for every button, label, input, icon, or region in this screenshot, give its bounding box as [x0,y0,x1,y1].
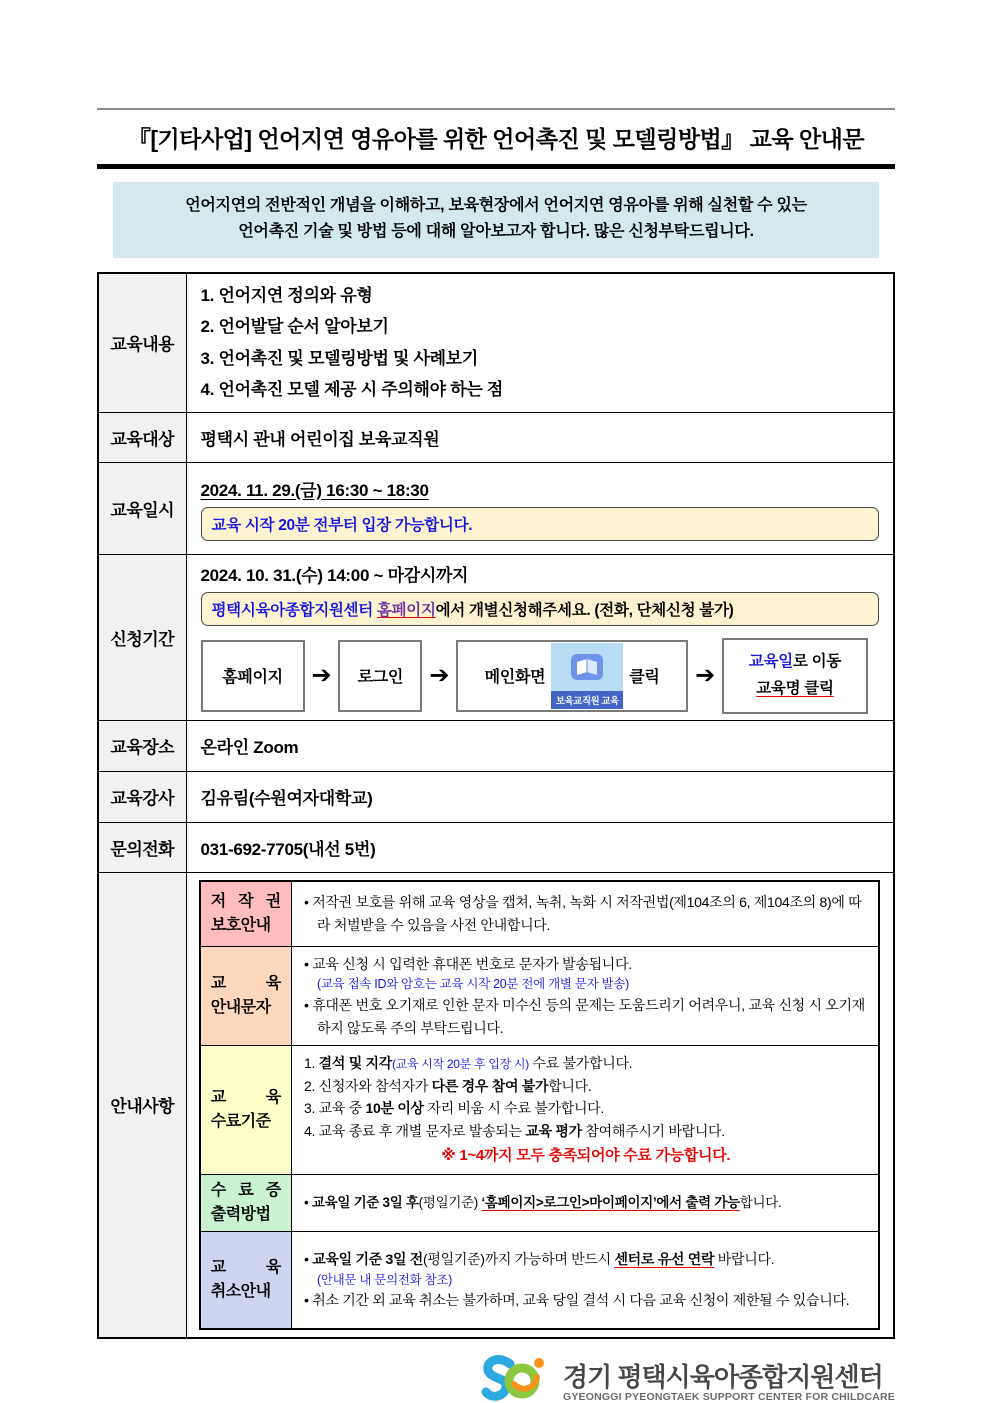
note-row-certificate [200,1175,879,1232]
item-num: 2. 신청자와 참석자가 [304,1077,432,1094]
row-value-notes [186,872,894,1338]
item-bold: 다른 경우 참여 불가 [431,1077,549,1094]
sms-text-2: 휴대폰 번호 오기재로 인한 문자 미수신 등의 문제는 도움드리기 어려우니, 교육 신청 시 오기재하지 않도록 주의 부탁드립니다. [312,997,865,1036]
arrow-right-icon: ➔ [429,662,450,690]
flow-education-day-line1 [749,649,841,675]
note-label-line: 교 육 [210,974,281,992]
row-value-apply [186,554,894,720]
item-num: 4. 교육 종료 후 개별 문자로 발송되는 [304,1122,526,1139]
flow-step-mainpage [456,640,688,712]
flow-click-label: 클릭 [629,669,660,687]
note-label-certificate [200,1175,292,1232]
row-label-phone: 문의전화 [98,822,186,872]
row-label-target: 교육대상 [98,412,186,462]
row-value-content [186,273,894,412]
page-title: 『[기타사업] 언어지연 영유아를 위한 언어촉진 및 모델링방법』 교육 안내문 [97,108,895,169]
bullet-glyph: • [304,1195,312,1211]
note-label-line: 교 육 [210,1258,281,1276]
item-num: 1. [304,1054,319,1071]
note-label-line: 수 료 증 [210,1182,281,1200]
bullet-glyph: • [304,997,313,1014]
document-content [97,0,895,1403]
row-notes [98,872,894,1338]
row-datetime [98,462,894,554]
row-content [98,273,894,412]
item-bold: 교육 평가 [525,1122,582,1139]
note-label-sms [200,947,292,1046]
note-row-completion [200,1045,879,1174]
intro-box [113,182,879,258]
flow-step-homepage: 홈페이지 [201,640,305,712]
intro-line-1: 언어지연의 전반적인 개념을 이해하고, 보육현장에서 언어지연 영유아를 위해 실천할 수 있는 [185,197,807,214]
item-rest: 수료 불가합니다. [528,1054,633,1071]
completion-item-1 [304,1052,868,1075]
cancel-note-blue: (안내문 내 문의전화 참조) [317,1272,452,1287]
book-icon [570,643,604,691]
education-day-highlight: 교육일 [748,653,793,671]
item-rest: 참여해주시기 바랍니다. [581,1122,725,1139]
content-item: 2. 언어발달 순서 알아보기 [200,317,389,337]
note-value-cancel [292,1232,879,1329]
row-label-datetime: 교육일시 [98,462,186,554]
apply-notice-center: 평택시육아종합지원센터 [211,601,377,619]
completion-warning: ※ 1~4까지 모두 충족되어야 수료 가능합니다. [441,1146,731,1164]
item-blue-note: (교육 시작 20분 후 입장 시) [391,1056,529,1071]
completion-item-3 [304,1097,868,1120]
row-target [98,412,894,462]
row-label-notes: 안내사항 [98,872,186,1338]
bullet-glyph: • [304,956,313,973]
cancel-bold: 교육일 기준 3일 전 [312,1251,424,1268]
note-label-line: 교 육 [210,1089,281,1107]
copyright-bullet [304,891,868,936]
note-row-cancel [200,1232,879,1329]
cancel-underlined: 센터로 유선 연락 [614,1251,715,1268]
intro-line-2: 언어촉진 기술 및 방법 등에 대해 알아보고자 합니다. 많은 신청부탁드립니다. [238,223,754,241]
org-logo-icon [477,1353,553,1403]
row-value-target: 평택시 관내 어린이집 보육교직원 [186,412,894,462]
row-apply-period [98,554,894,720]
certificate-bullet [304,1192,868,1214]
certificate-underlined: ‘홈페이지>로그인>마이페이지’에서 출력 가능 [481,1195,740,1211]
icon-strip-label: 보육교직원 교육 [551,691,623,709]
homepage-link-text: 홈페이지 [376,601,436,619]
footer [97,1353,895,1403]
note-value-sms [292,947,879,1046]
apply-notice-rest: 에서 개별신청해주세요. (전화, 단체신청 불가) [435,601,734,619]
cancel-mid: (평일기준)까지 가능하며 반드시 [423,1251,615,1268]
item-bold: 10분 이상 [365,1100,424,1117]
row-place [98,720,894,771]
flow-education-name-click: 교육명 클릭 [756,679,834,697]
row-label-content: 교육내용 [98,273,186,412]
row-value-instructor: 김유림(수원여자대학교) [186,771,894,822]
org-name-english: GYEONGGI PYEONGTAEK SUPPORT CENTER FOR CHILDCARE [562,1391,895,1403]
bullet-glyph: • [304,1251,313,1268]
note-row-sms [200,947,879,1046]
note-row-copyright [200,881,879,947]
note-label-completion [200,1045,292,1174]
note-value-certificate [292,1175,879,1232]
row-label-place: 교육장소 [98,720,186,771]
certificate-bold: 교육일 기준 3일 후 [311,1195,419,1211]
note-label-line: 안내문자 [210,998,271,1016]
row-value-place: 온라인 Zoom [186,720,894,771]
cancel-text-2: 취소 기간 외 교육 취소는 불가하며, 교육 당일 결석 시 다음 교육 신청이 제한될 수 있습니다. [312,1292,850,1309]
copyright-text: 저작권 보호를 위해 교육 영상을 캡쳐, 녹취, 녹화 시 저작권법(제104조의 6, 제104조의 8)에 따라 처벌받을 수 있음을 사전 안내합니다. [312,894,862,933]
note-label-line: 보호안내 [210,916,271,934]
sms-note-blue: (교육 접속 ID와 암호는 교육 시작 20분 전에 개별 문자 발송) [317,977,629,992]
org-name-korean: 경기 평택시육아종합지원센터 [562,1361,883,1392]
note-label-line: 출력방법 [210,1206,271,1224]
content-item: 1. 언어지연 정의와 유형 [200,285,373,305]
sms-bullet-2 [304,994,868,1039]
row-label-instructor: 교육강사 [98,771,186,822]
bullet-glyph: • [304,1292,313,1309]
note-label-line: 수료기준 [210,1113,271,1131]
flow-step-education-day [722,638,868,714]
flow-step-login: 로그인 [338,640,422,712]
sms-bullet-1 [304,953,868,975]
completion-item-4 [304,1120,868,1143]
cancel-rest: 바랍니다. [714,1251,775,1268]
entry-notice: 교육 시작 20분 전부터 입장 가능합니다. [201,507,880,541]
note-label-line: 취소안내 [210,1282,271,1300]
note-label-line: 저 작 권 [210,892,281,910]
row-instructor [98,771,894,822]
note-value-copyright [292,881,879,947]
cancel-bullet-1 [304,1248,868,1270]
item-rest: 자리 비움 시 수료 불가합니다. [423,1100,604,1117]
org-name-block [563,1363,895,1403]
apply-flow-diagram [201,638,880,714]
info-table [97,272,895,1339]
note-value-completion [292,1045,879,1174]
item-num: 3. 교육 중 [304,1100,366,1117]
education-menu-icon [551,643,623,709]
sms-text-1: 교육 신청 시 입력한 휴대폰 번호로 문자가 발송됩니다. [312,956,632,973]
row-value-datetime [186,462,894,554]
certificate-rest: 합니다. [739,1195,782,1211]
education-date: 2024. 11. 29.(금) 16:30 ~ 18:30 [200,480,429,500]
cancel-bullet-2 [304,1289,868,1311]
completion-item-2 [304,1075,868,1098]
education-day-rest: 로 이동 [792,653,841,671]
note-label-cancel [200,1232,292,1329]
notes-table [199,880,880,1330]
item-rest: 합니다. [548,1077,592,1094]
apply-notice [201,592,880,626]
arrow-right-icon: ➔ [695,662,715,690]
item-bold: 결석 및 지각 [318,1054,392,1071]
row-phone [98,822,894,872]
certificate-mid: (평일기준) [418,1195,482,1211]
arrow-right-icon: ➔ [311,662,332,690]
content-item: 4. 언어촉진 모델 제공 시 주의해야 하는 점 [200,380,503,400]
row-value-phone: 031-692-7705(내선 5번) [186,822,894,872]
content-item: 3. 언어촉진 및 모델링방법 및 사례보기 [200,348,479,368]
apply-date: 2024. 10. 31.(수) 14:00 ~ 마감시까지 [200,565,469,585]
bullet-glyph: • [304,894,313,911]
note-label-copyright [200,881,292,947]
row-label-apply: 신청기간 [98,554,186,720]
flow-mainpage-label: 메인화면 [484,669,546,687]
